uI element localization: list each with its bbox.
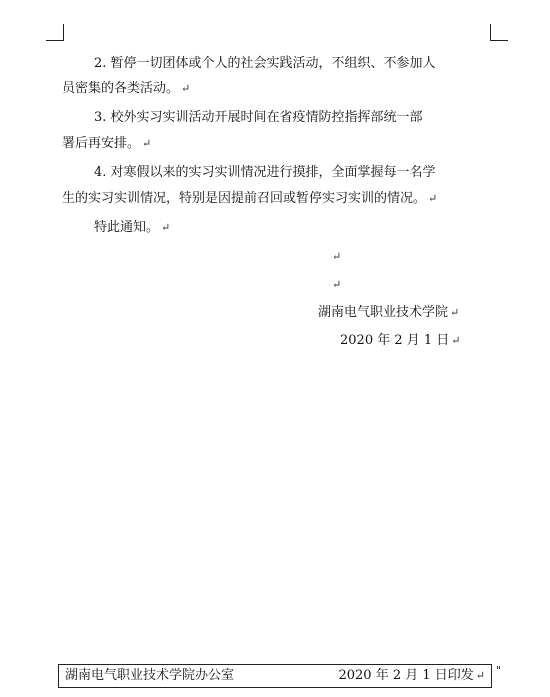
- paragraph-3-line-1: [94, 109, 423, 127]
- paragraph-mark-icon: ↵: [181, 82, 191, 95]
- signature-org: [318, 304, 459, 322]
- paragraph-text: 2. 暂停一切团体或个人的社会实践活动，不组织、不参加人: [94, 56, 436, 71]
- paragraph-mark-icon: ↵: [332, 250, 342, 263]
- footer-printed-text: 2020 年 2 月 1 日印发: [338, 668, 474, 683]
- paragraph-mark-icon: ↵: [475, 669, 485, 682]
- paragraph-mark-icon: ↵: [161, 221, 171, 234]
- paragraph-2-line-1: [94, 55, 436, 73]
- signature-date-text: 2020 年 2 月 1 日: [340, 333, 450, 348]
- paragraph-4-line-1: [94, 164, 436, 182]
- footer-printed: [338, 665, 485, 687]
- empty-line: [330, 248, 341, 266]
- paragraph-mark-icon: ↵: [450, 306, 460, 319]
- closing-text: 特此通知。: [94, 220, 160, 235]
- paragraph-2-line-2: [62, 80, 190, 98]
- paragraph-mark-icon: ↵: [142, 137, 152, 150]
- paragraph-mark-icon: ↵: [428, 192, 438, 205]
- crop-mark-top-left: [46, 40, 64, 41]
- crop-mark-top-right: [490, 24, 491, 41]
- signature-org-text: 湖南电气职业技术学院: [318, 305, 449, 320]
- crop-mark-top-right: [490, 40, 508, 41]
- paragraph-text: 4. 对寒假以来的实习实训情况进行摸排，全面掌握每一名学: [94, 165, 436, 180]
- paragraph-text: 3. 校外实习实训活动开展时间在省疫情防控指挥部统一部: [94, 110, 423, 125]
- signature-date: [340, 332, 461, 350]
- paragraph-4-line-2: [62, 190, 437, 208]
- crop-mark-top-left: [63, 24, 64, 41]
- closing-line: [94, 219, 170, 237]
- paragraph-3-line-2: [62, 135, 151, 153]
- paragraph-text: 生的实习实训情况，特别是因提前召回或暂停实习实训的情况。: [62, 191, 427, 206]
- footer-issuer: 湖南电气职业技术学院办公室: [65, 668, 235, 683]
- paragraph-text: 署后再安排。: [62, 136, 141, 151]
- paragraph-text: 员密集的各类活动。: [62, 81, 180, 96]
- paragraph-mark-icon: ↵: [451, 334, 461, 347]
- trailing-quote-mark: ": [496, 664, 502, 677]
- footer-box: [58, 664, 492, 688]
- paragraph-mark-icon: ↵: [332, 278, 342, 291]
- empty-line: [330, 276, 341, 294]
